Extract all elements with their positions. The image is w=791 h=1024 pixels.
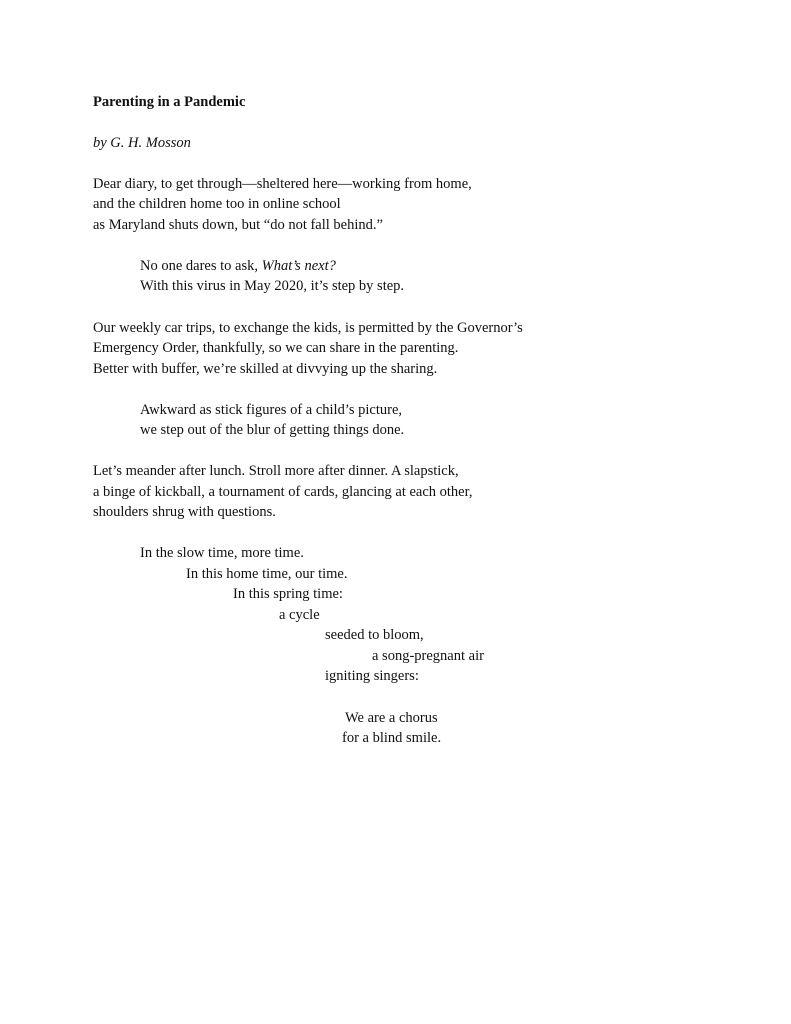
poem-title: Parenting in a Pandemic — [93, 94, 246, 110]
stanza3-line: a binge of kickball, a tournament of cards, glancing at each other, — [93, 484, 473, 500]
refrain1-line: With this virus in May 2020, it’s step by step. — [140, 278, 405, 294]
cascade-line: seeded to bloom, — [325, 627, 424, 643]
stanza1-line: and the children home too in online school — [93, 196, 341, 212]
cascade-line: In the slow time, more time. — [140, 545, 304, 561]
poem-byline: by G. H. Mosson — [93, 135, 191, 151]
refrain1-line1-prefix: No one dares to ask, — [140, 258, 262, 274]
refrain2-line: Awkward as stick figures of a child’s picture, — [140, 402, 403, 418]
closing-line: for a blind smile. — [342, 730, 442, 746]
stanza1-line: Dear diary, to get through—sheltered here—working from home, — [93, 176, 472, 192]
refrain1-line1-italic: What’s next? — [261, 258, 336, 274]
stanza3-line: Let’s meander after lunch. Stroll more after dinner. A slapstick, — [93, 463, 459, 479]
stanza2-line: Better with buffer, we’re skilled at divvying up the sharing. — [93, 361, 438, 377]
cascade-line: a song-pregnant air — [372, 648, 484, 664]
cascade-line: a cycle — [279, 607, 320, 623]
stanza1-line: as Maryland shuts down, but “do not fall behind.” — [93, 217, 383, 233]
cascade-line: igniting singers: — [325, 668, 419, 684]
cascade-line: In this home time, our time. — [186, 566, 348, 582]
refrain2-line: we step out of the blur of getting things done. — [140, 422, 405, 438]
stanza3-line: shoulders shrug with questions. — [93, 504, 276, 520]
refrain1-line — [140, 258, 336, 275]
stanza2-line: Our weekly car trips, to exchange the kids, is permitted by the Governor’s — [93, 320, 523, 336]
cascade-line: In this spring time: — [233, 586, 343, 602]
stanza2-line: Emergency Order, thankfully, so we can share in the parenting. — [93, 340, 459, 356]
closing-line: We are a chorus — [345, 710, 438, 726]
